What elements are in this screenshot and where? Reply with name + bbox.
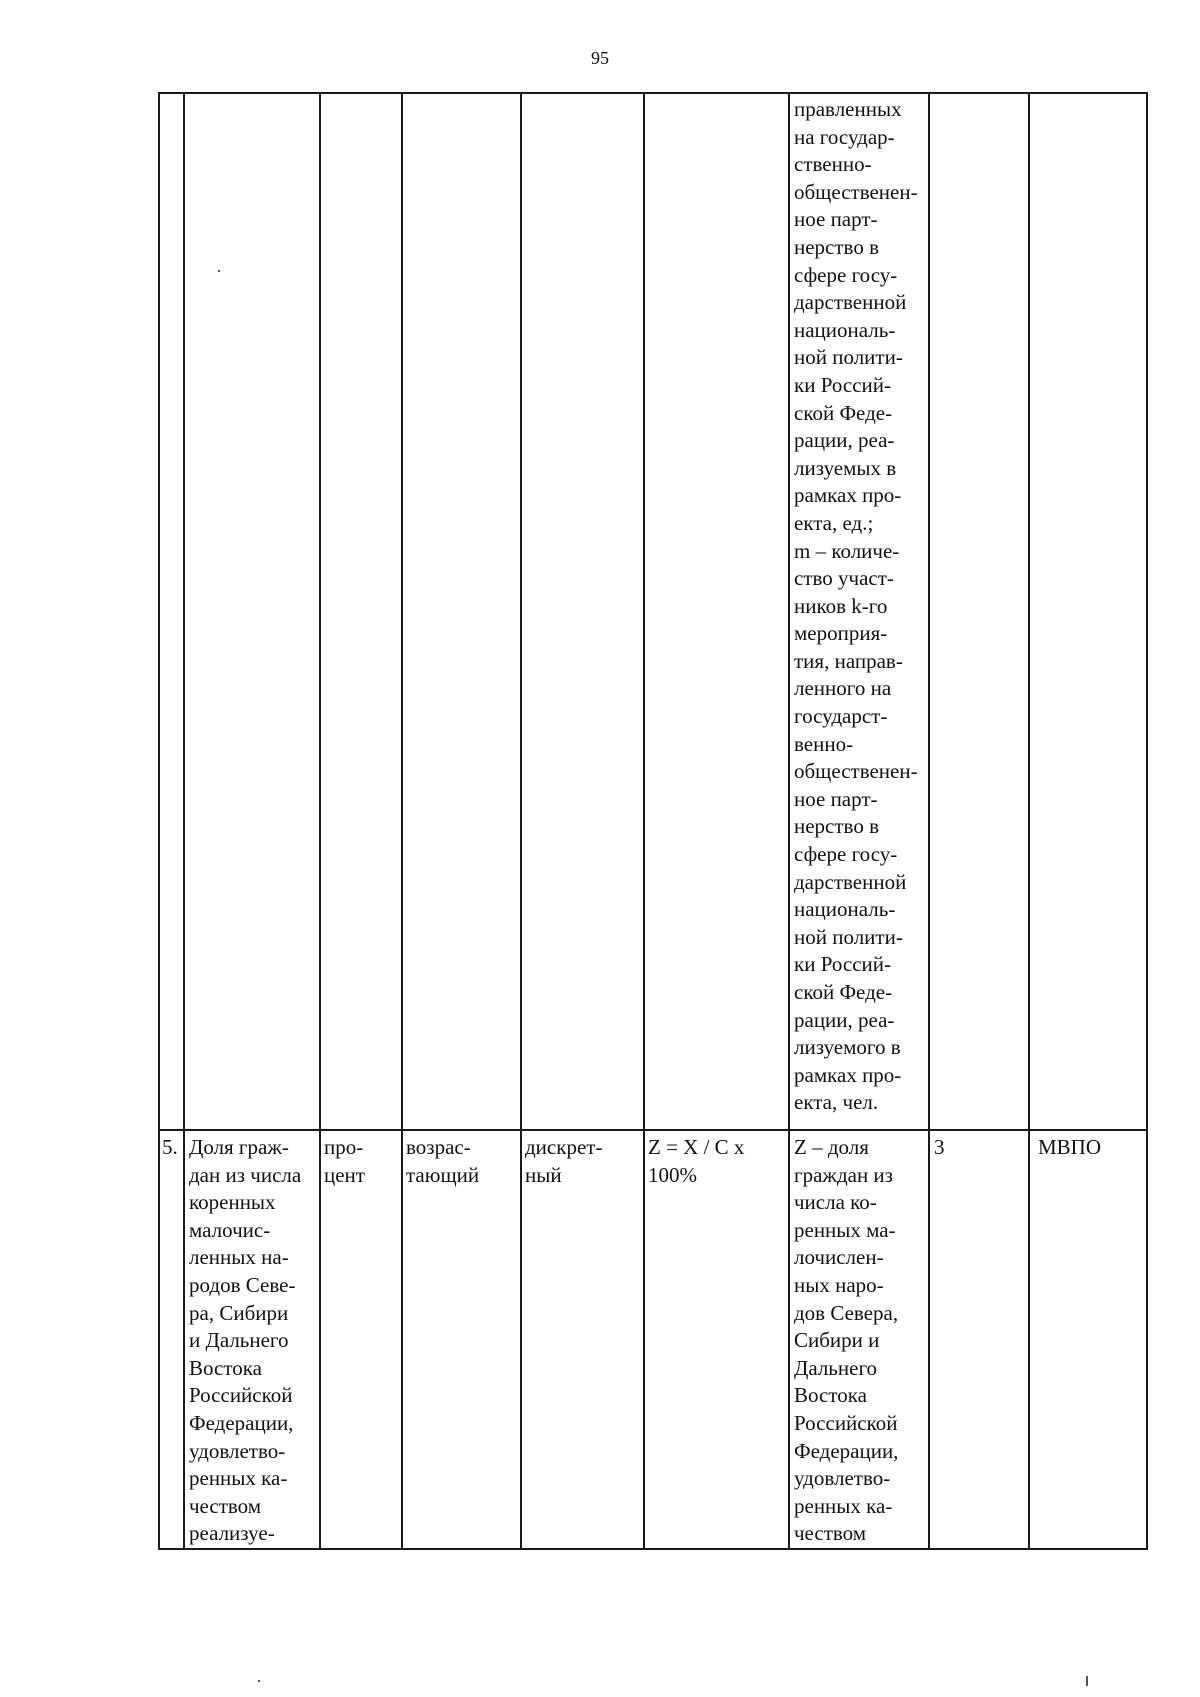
row-5-formula: Z = X / C x 100% (648, 1135, 745, 1187)
row-5-indicator: Доля граж- дан из числа коренных малочис- ленных на- родов Севе- ра, Сибири и Дальнего Востока Российской Федерации, удовлетво- ренных ка- чеством реализуе- (189, 1135, 302, 1546)
page-number: 95 (591, 48, 609, 68)
scan-speck (258, 1680, 260, 1682)
table-top-border (158, 92, 1148, 94)
col-divider-6 (788, 92, 790, 1550)
row-divider (158, 1129, 1148, 1131)
col-divider-8 (1028, 92, 1030, 1550)
col-divider-2 (319, 92, 321, 1550)
col-divider-3 (401, 92, 403, 1550)
row-5-method-code: 3 (934, 1135, 945, 1159)
col-divider-5 (643, 92, 645, 1550)
col-divider-7 (928, 92, 930, 1550)
table-left-border (158, 92, 160, 1550)
scan-speck (218, 270, 220, 272)
col-divider-1 (183, 92, 185, 1550)
row-5-dynamics: возрас- тающий (406, 1135, 480, 1187)
table-right-border (1146, 92, 1148, 1550)
row-5-responsible: МВПО (1038, 1135, 1102, 1159)
continuation-formula-description: правленных на государ- ственно- общественен- ное парт- нерство в сфере госу- дарственной националь- ной полити- ки Россий- ской Феде- рации, реа- лизуемых в рамках про- екта, ед.; m – количе- ство участ- ников k-го мероприя- тия, направ- ленного на государст- венно- общественен- ное парт- нерство в сфере госу- дарственной националь- ной полити- ки Россий- ской Феде- рации, реа- лизуемого в рамках про- екта, чел. (794, 97, 918, 1115)
indicators-table (158, 92, 1148, 1550)
row-5-number: 5. (162, 1135, 178, 1159)
scan-speck (1086, 1676, 1088, 1686)
col-divider-4 (520, 92, 522, 1550)
table-bottom-border (158, 1548, 1148, 1550)
row-5-formula-description: Z – доля граждан из числа ко- ренных ма- лочислен- ных наро- дов Севера, Сибири и Дальнего Востока Российской Федерации, удовлетво- ренных ка- чеством (794, 1135, 899, 1546)
row-5-type: дискрет- ный (525, 1135, 603, 1187)
row-5-unit: про- цент (324, 1135, 365, 1187)
